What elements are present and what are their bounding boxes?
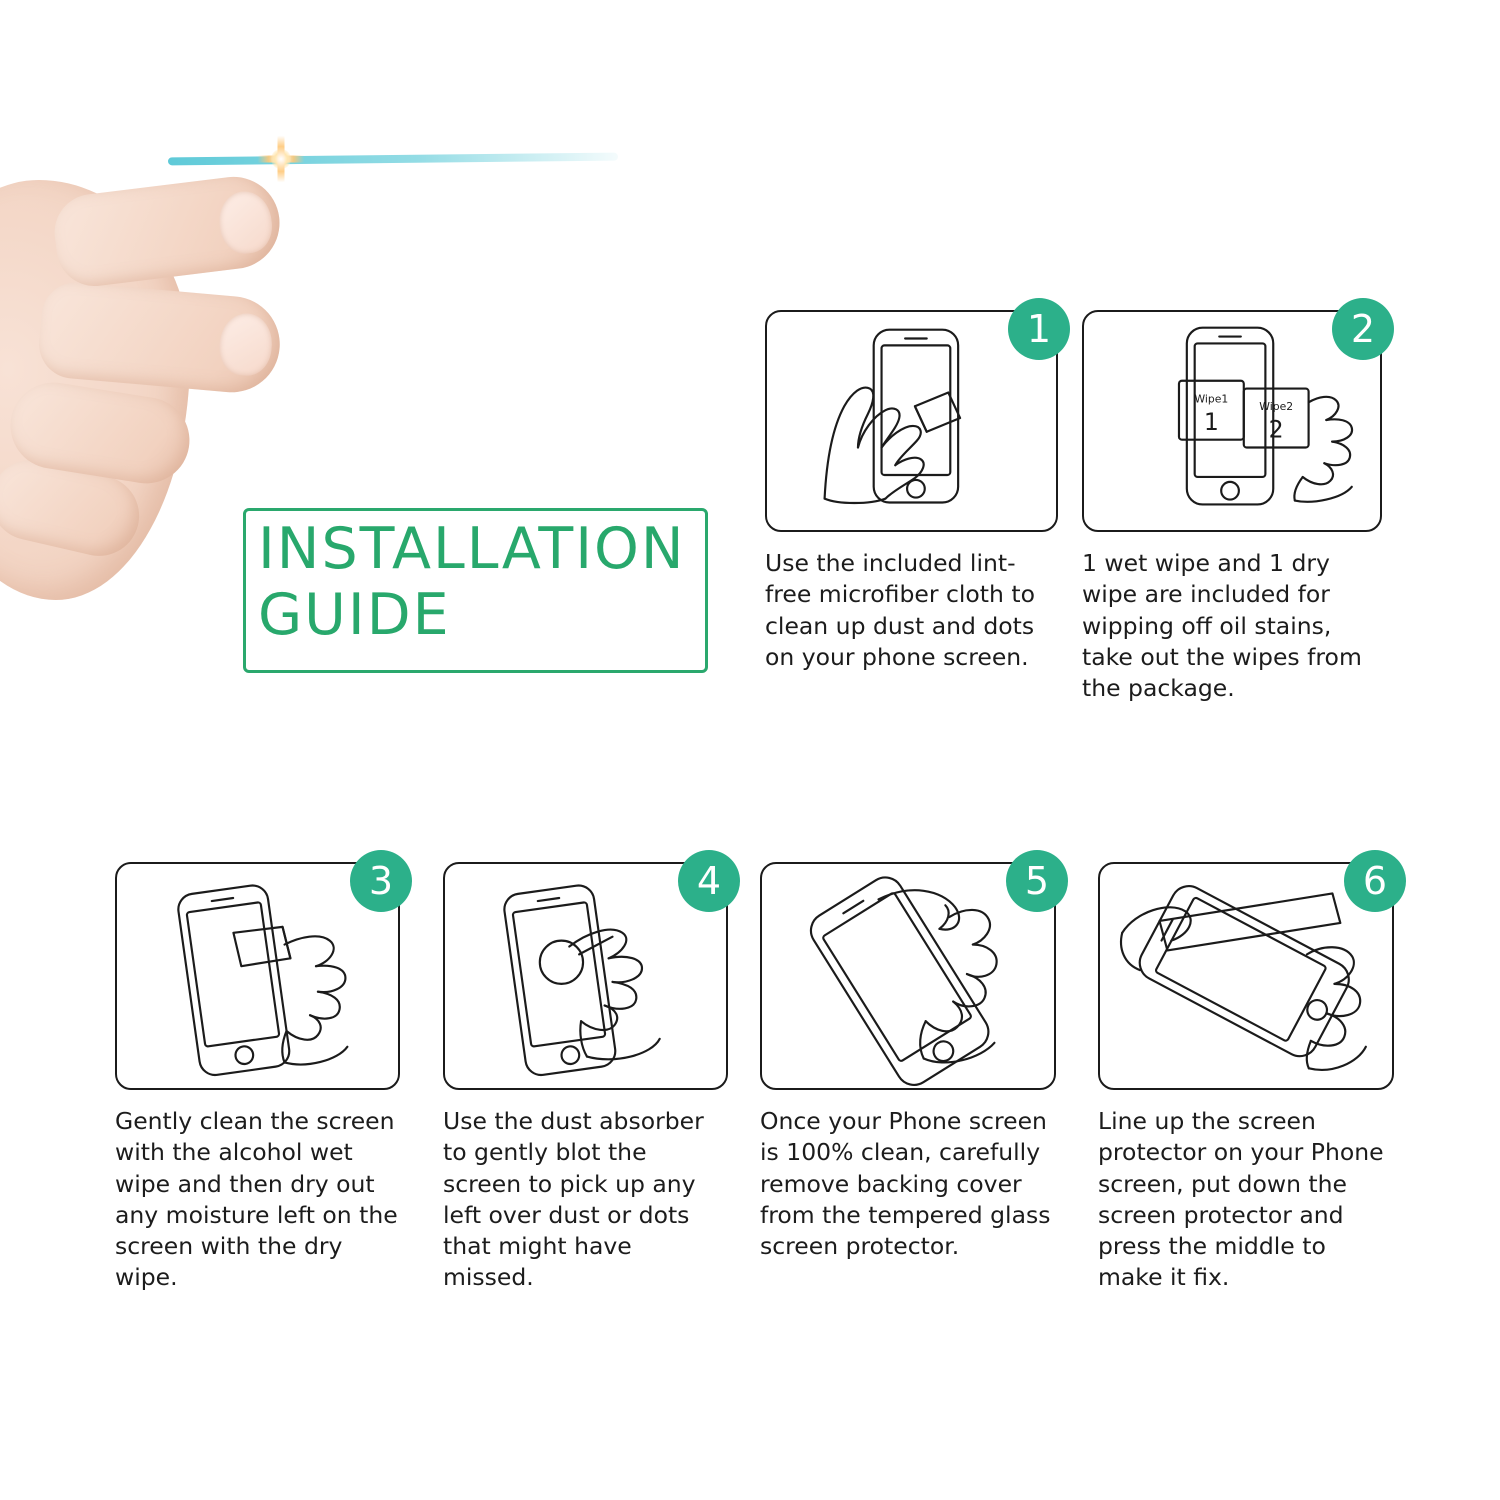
step-1-panel [765, 307, 1058, 532]
index-nail-shape [216, 188, 275, 256]
step-2-panel [1082, 307, 1382, 532]
step-4-caption: Use the dust absorber to gently blot the screen to pick up any left over dust or dots that might have missed. [443, 1107, 704, 1292]
step-2 [1082, 307, 1382, 704]
step-6-panel [1098, 859, 1394, 1090]
step-4-badge: 4 [678, 850, 740, 912]
step-6 [1098, 859, 1394, 1294]
step-4-panel [443, 859, 728, 1090]
sparkle-icon [250, 128, 312, 190]
svg-text:Wipe1: Wipe1 [1194, 392, 1229, 406]
page-title [258, 516, 708, 648]
svg-text:1: 1 [1203, 407, 1219, 436]
step-5-caption: Once your Phone screen is 100% clean, carefully remove backing cover from the tempered glass screen protector. [760, 1107, 1051, 1260]
step-3-panel [115, 859, 400, 1090]
title-line-1: INSTALLATION [258, 516, 686, 582]
step-5-badge: 5 [1006, 850, 1068, 912]
step-3 [115, 859, 400, 1294]
step-4 [443, 859, 728, 1294]
svg-text:Wipe2: Wipe2 [1259, 400, 1294, 414]
sparkle-core [271, 149, 291, 169]
step-1-badge: 1 [1008, 298, 1070, 360]
step-2-caption: 1 wet wipe and 1 dry wipe are included for wipping off oil stains, take out the wipes from the package. [1082, 549, 1362, 702]
step-1-caption: Use the included lint-free microfiber cloth to clean up dust and dots on your phone screen. [765, 549, 1035, 671]
step-3-caption: Gently clean the screen with the alcohol wet wipe and then dry out any moisture left on the screen with the dry wipe. [115, 1107, 398, 1292]
step-5-panel [760, 859, 1056, 1090]
svg-text:2: 2 [1268, 415, 1284, 444]
step-2-badge: 2 [1332, 298, 1394, 360]
step-3-badge: 3 [350, 850, 412, 912]
step-5 [760, 859, 1056, 1262]
step-6-badge: 6 [1344, 850, 1406, 912]
step-1 [765, 307, 1058, 673]
thumb-nail-shape [217, 311, 274, 377]
step-6-caption: Line up the screen protector on your Phone screen, put down the screen protector and press the middle to make it fix. [1098, 1107, 1384, 1292]
title-line-2: GUIDE [258, 582, 451, 649]
